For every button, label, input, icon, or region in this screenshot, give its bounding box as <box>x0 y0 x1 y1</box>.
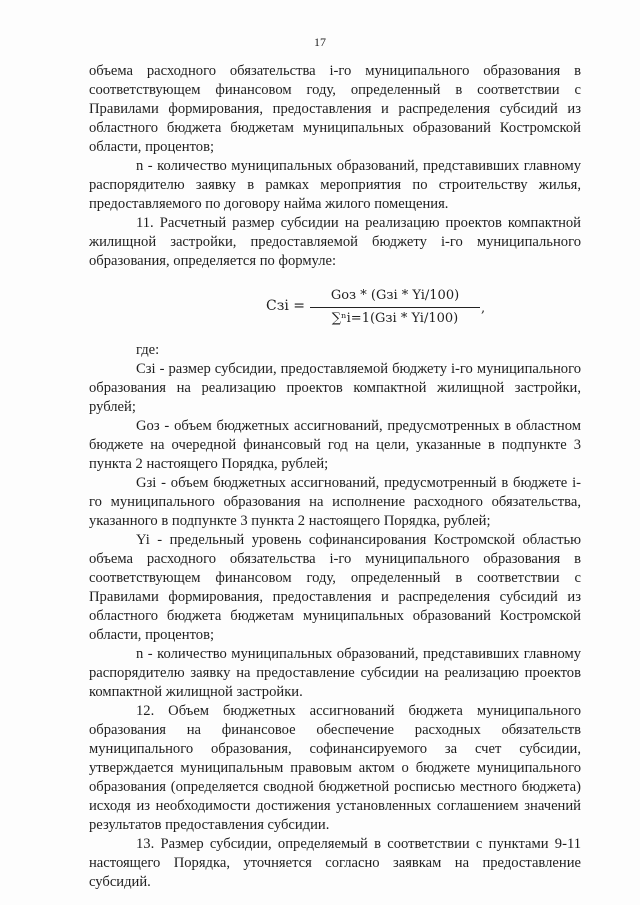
formula-lhs: Сзi = <box>266 298 306 314</box>
document-body <box>89 62 581 892</box>
paragraph: 13. Размер субсидии, определяемый в соответствии с пунктами 9-11 настоящего Порядка, уточняется согласно заявкам на предоставление субсидий. <box>89 836 581 890</box>
paragraph: 12. Объем бюджетных ассигнований бюджета муниципального образования на финансовое обеспечение расходных обязательств муниципального образования, софинансируемого за счет субсидии, утверждается муниципальным правовым актом о бюджете муниципального образования (определяется сводной бюджетной росписью местного бюджета) исходя из необходимости достижения установленных соглашением значений результатов предоставления субсидии. <box>89 703 581 833</box>
formula-numerator: Gоз * (Gзi * Yi/100) <box>310 286 480 308</box>
page-number: 17 <box>314 35 326 49</box>
paragraph: Gзi - объем бюджетных ассигнований, предусмотренный в бюджете i-го муниципального образования на исполнение расходного обязательства, указанного в подпункте 3 пункта 2 настоящего Порядка, рублей; <box>89 475 581 529</box>
paragraph: объема расходного обязательства i-го муниципального образования в соответствующем финансовом году, определенный в соответствии с Правилами формирования, предоставления и распределения субсидий из областного бюджета бюджетам муниципальных образований Костромской области, процентов; <box>89 63 581 155</box>
paragraph: Yi - предельный уровень софинансирования Костромской областью объема расходного обязательства i-го муниципального образования в соответствующем финансовом году, определенный в соответствии с Правилами формирования, предоставления и распределения субсидий из областного бюджета бюджетам муниципальных образований Костромской области, процентов; <box>89 532 581 643</box>
subsidy-formula <box>89 277 581 337</box>
formula-trailing: , <box>481 301 486 316</box>
paragraph: Gоз - объем бюджетных ассигнований, предусмотренных в областном бюджете на очередной финансовый год на цели, указанные в подпункте 3 пункта 2 настоящего Порядка, рублей; <box>89 418 581 472</box>
formula-denominator: ∑ⁿi=1(Gзi * Yi/100) <box>331 311 459 326</box>
paragraph: n - количество муниципальных образований, представивших главному распорядителю заявку в рамках мероприятия по строительству жилья, предоставляемого по договору найма жилого помещения. <box>89 158 581 212</box>
paragraph: где: <box>136 342 160 358</box>
paragraph: Сзi - размер субсидии, предоставляемой бюджету i-го муниципального образования на реализацию проектов компактной жилищной застройки, рублей; <box>89 361 581 415</box>
paragraph: 11. Расчетный размер субсидии на реализацию проектов компактной жилищной застройки, предоставляемой бюджету i-го муниципального образования, определяется по формуле: <box>89 215 581 269</box>
paragraph: n - количество муниципальных образований, представивших главному распорядителю заявку на предоставление субсидии на реализацию проектов компактной жилищной застройки. <box>89 646 581 700</box>
